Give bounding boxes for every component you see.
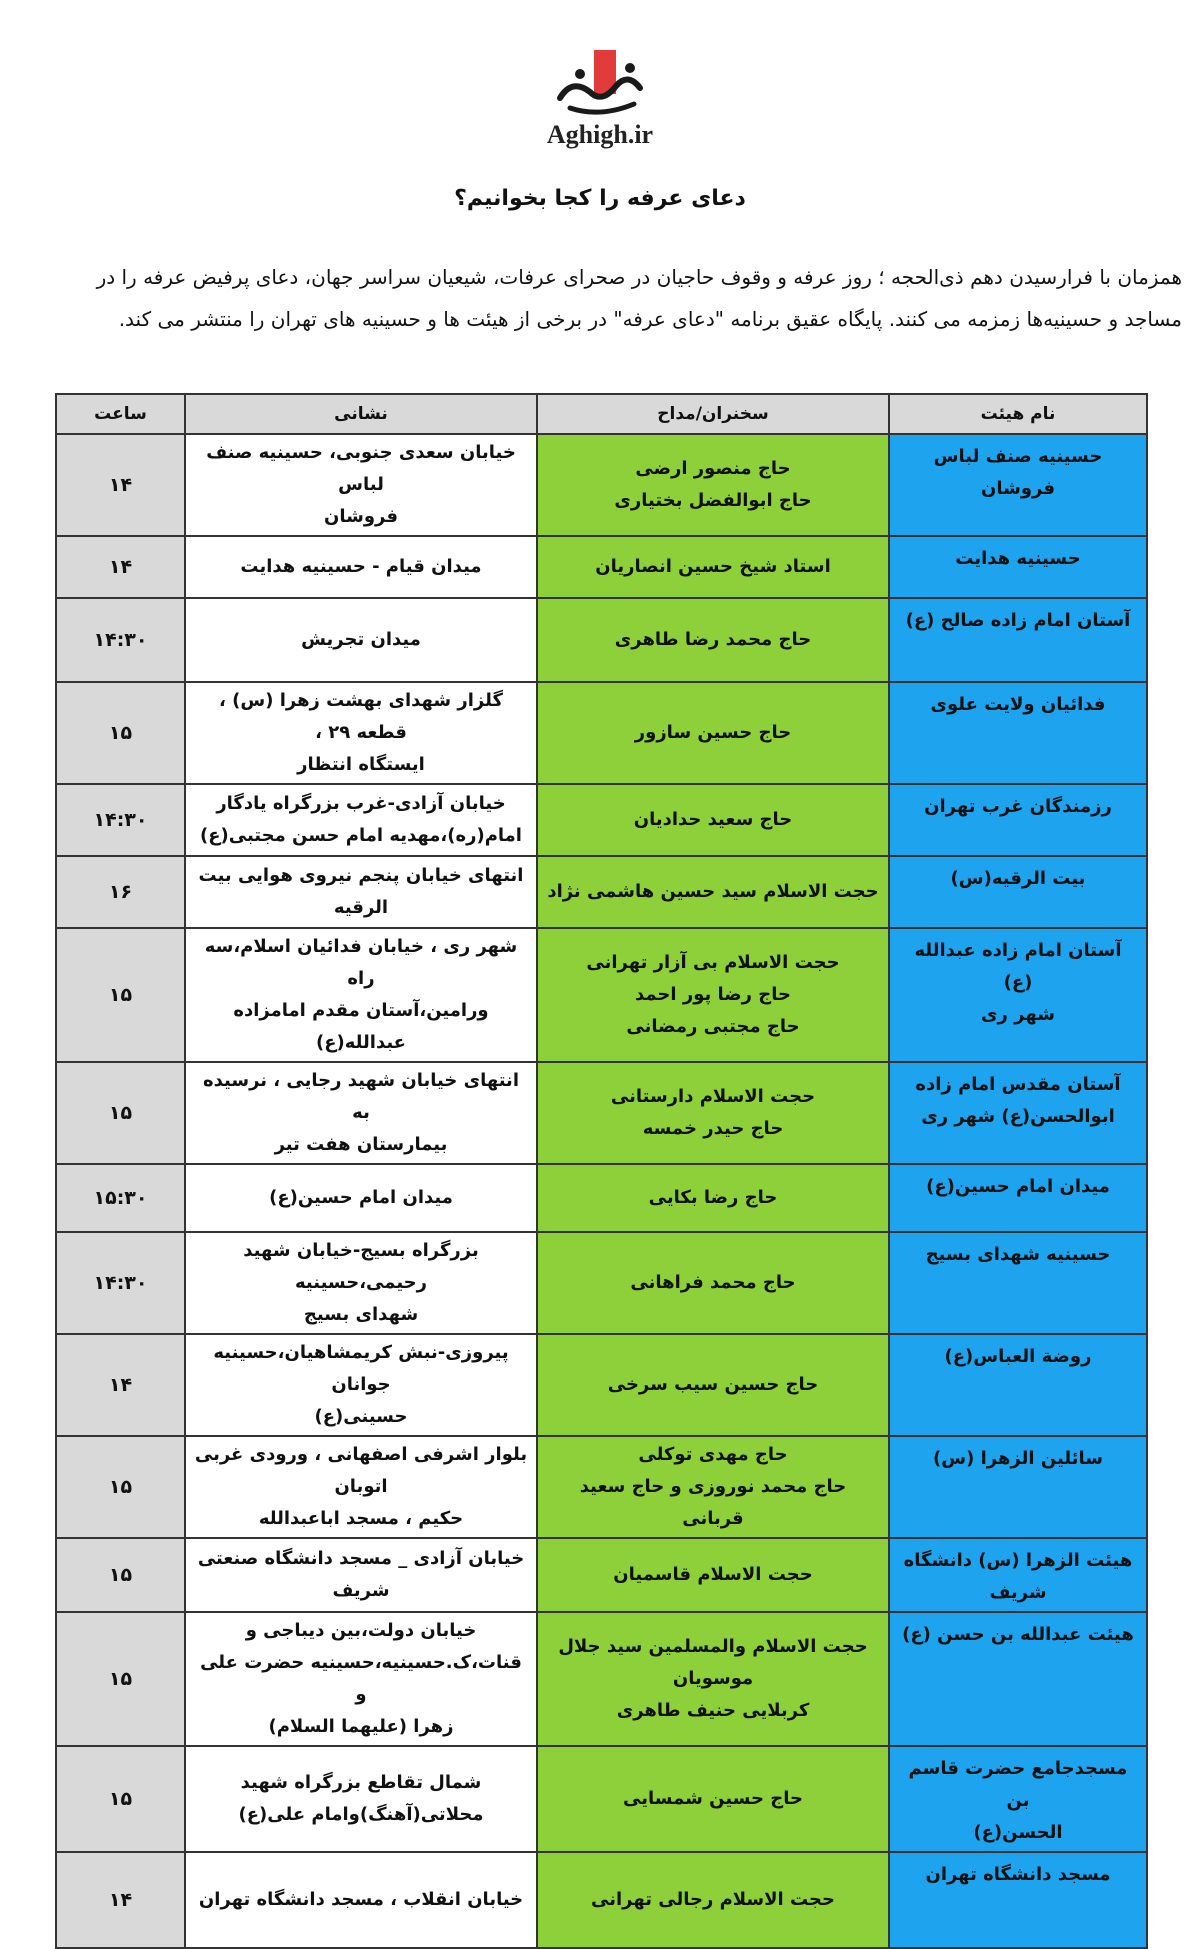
table-row — [56, 784, 1147, 856]
speaker-cell — [537, 1612, 889, 1746]
time-cell: ۱۵ — [56, 1746, 185, 1852]
table-row — [56, 536, 1147, 598]
name-cell — [889, 1164, 1147, 1232]
address-cell — [185, 434, 537, 536]
time-cell: ۱۶ — [56, 856, 185, 928]
address-cell — [185, 1334, 537, 1436]
address-cell-line: امام(ره)،مهدیه امام حسن مجتبی(ع) — [200, 825, 522, 846]
table-row — [56, 1746, 1147, 1852]
address-cell-line: خیابان آزادی _ مسجد دانشگاه صنعتی — [197, 1548, 525, 1569]
time-cell: ۱۵ — [56, 1062, 185, 1164]
address-cell-line: انتهای خیابان شهید رجایی ، نرسیده به — [203, 1070, 519, 1123]
name-cell-line: آستان امام زاده صالح (ع) — [905, 610, 1131, 631]
speaker-cell-line: حاج رضا پور احمد — [634, 984, 792, 1005]
time-cell: ۱۵ — [56, 928, 185, 1062]
speaker-cell-line: حاج حسین شمسایی — [623, 1788, 803, 1809]
table-row — [56, 928, 1147, 1062]
address-cell-line: خیابان آزادی-غرب بزرگراه یادگار — [216, 793, 506, 814]
address-cell — [185, 682, 537, 784]
speaker-cell — [537, 682, 889, 784]
address-cell-line: بلوار اشرفی اصفهانی ، ورودی غربی اتوبان — [194, 1444, 528, 1497]
name-cell — [889, 928, 1147, 1062]
name-cell-line: ابوالحسن(ع) شهر ری — [921, 1106, 1115, 1127]
address-cell-line: حکیم ، مسجد اباعبدالله — [258, 1508, 464, 1529]
time-cell: ۱۵:۳۰ — [56, 1164, 185, 1232]
name-cell — [889, 856, 1147, 928]
header-address: نشانی — [185, 394, 537, 434]
name-cell-line: الحسن(ع) — [973, 1822, 1063, 1843]
address-cell — [185, 784, 537, 856]
name-cell-line: شریف — [989, 1582, 1047, 1603]
address-cell-line: ایستگاه انتظار — [297, 754, 425, 775]
address-cell-line: خیابان سعدی جنوبی، حسینیه صنف لباس — [206, 442, 516, 495]
table-row — [56, 1062, 1147, 1164]
table-row — [56, 1436, 1147, 1538]
speaker-cell — [537, 536, 889, 598]
speaker-cell-line: حجت الاسلام قاسمیان — [613, 1564, 813, 1585]
speaker-cell-line: حاج سعید حدادیان — [633, 809, 793, 830]
speaker-cell — [537, 1538, 889, 1612]
name-cell — [889, 598, 1147, 682]
speaker-cell — [537, 784, 889, 856]
site-logo[interactable] — [530, 48, 670, 158]
aghigh-logo-icon — [550, 48, 650, 120]
address-cell — [185, 928, 537, 1062]
table-body — [56, 434, 1147, 1948]
table-row — [56, 1164, 1147, 1232]
address-cell-line: خیابان انقلاب ، مسجد دانشگاه تهران — [198, 1889, 524, 1910]
address-cell — [185, 1538, 537, 1612]
address-cell-line: حسینی(ع) — [314, 1406, 408, 1427]
address-cell-line: میدان قیام - حسینیه هدایت — [240, 556, 482, 577]
time-cell: ۱۴ — [56, 536, 185, 598]
address-cell-line: میدان امام حسین(ع) — [269, 1187, 453, 1208]
name-cell-line: میدان امام حسین(ع) — [926, 1176, 1110, 1197]
speaker-cell — [537, 1746, 889, 1852]
speaker-cell — [537, 434, 889, 536]
speaker-cell-line: حجت الاسلام بی آزار تهرانی — [586, 952, 840, 973]
dua-arafa-schedule-table — [55, 393, 1148, 1949]
name-cell-line: شهر ری — [981, 1004, 1055, 1025]
speaker-cell-line: حاج محمد فراهانی — [630, 1272, 796, 1293]
name-cell — [889, 1538, 1147, 1612]
table-row — [56, 1232, 1147, 1334]
address-cell-line: فروشان — [324, 506, 398, 527]
speaker-cell-line: حاج منصور ارضی — [635, 458, 791, 479]
speaker-cell-line: حاج حسین سازور — [634, 722, 792, 743]
table-row — [56, 1538, 1147, 1612]
name-cell — [889, 1232, 1147, 1334]
address-cell-line: خیابان دولت،بین دیباجی و — [245, 1620, 477, 1641]
address-cell-line: شهدای بسیج — [303, 1304, 419, 1325]
address-cell — [185, 536, 537, 598]
table-header-row — [56, 394, 1147, 434]
intro-line: همزمان با فرارسیدن دهم ذی‌الحجه ؛ روز عرفه و وقوف حاجیان در صحرای عرفات، شیعیان سراسر جهان، دعای پرفیض عرفه را در — [96, 265, 1182, 289]
table-row — [56, 856, 1147, 928]
name-cell-line: آستان مقدس امام زاده — [915, 1074, 1121, 1095]
address-cell-line: قنات،ک.حسینیه،حسینیه حضرت علی و — [200, 1652, 522, 1705]
intro-paragraph — [18, 256, 1182, 340]
speaker-cell-line: حاج محمد رضا طاهری — [614, 629, 812, 650]
address-cell-line: بیمارستان هفت تیر — [274, 1134, 448, 1155]
name-cell — [889, 434, 1147, 536]
speaker-cell-line: حاج حیدر خمسه — [642, 1118, 784, 1139]
time-cell: ۱۴ — [56, 1334, 185, 1436]
address-cell-line: انتهای خیابان پنجم نیروی هوایی بیت — [198, 865, 524, 886]
speaker-cell-line: حجت الاسلام رجالی تهرانی — [591, 1889, 835, 1910]
time-cell: ۱۴:۳۰ — [56, 598, 185, 682]
speaker-cell-line: حاج ابوالفضل بختیاری — [614, 490, 812, 511]
name-cell-line: آستان امام زاده عبدالله (ع) — [914, 940, 1122, 993]
name-cell-line: رزمندگان غرب تهران — [924, 796, 1112, 817]
speaker-cell-line: حجت الاسلام والمسلمین سید جلال — [558, 1636, 868, 1657]
address-cell — [185, 1232, 537, 1334]
address-cell-line: ورامین،آستان مقدم امامزاده عبدالله(ع) — [233, 1000, 489, 1053]
name-cell-line: حسینیه هدایت — [955, 548, 1081, 569]
name-cell — [889, 784, 1147, 856]
name-cell-line: مسجدجامع حضرت قاسم بن — [908, 1758, 1128, 1811]
address-cell-line: پیروزی-نبش کریمشاهیان،حسینیه جوانان — [213, 1342, 509, 1395]
time-cell: ۱۴ — [56, 434, 185, 536]
header-speaker: سخنران/مداح — [537, 394, 889, 434]
address-cell — [185, 1164, 537, 1232]
speaker-cell — [537, 856, 889, 928]
address-cell-line: الرقیه — [333, 897, 389, 918]
name-cell-line: سائلین الزهرا (س) — [933, 1448, 1103, 1469]
speaker-cell-line: حاج مهدی توکلی — [638, 1444, 788, 1465]
speaker-cell-line: حجت الاسلام سید حسین هاشمی نژاد — [547, 881, 879, 902]
header-name: نام هیئت — [889, 394, 1147, 434]
speaker-cell-line: حجت الاسلام دارستانی — [610, 1086, 816, 1107]
name-cell — [889, 1436, 1147, 1538]
intro-line: مساجد و حسینیه‌ها زمزمه می کنند. پایگاه عقیق برنامه "دعای عرفه" در برخی از هیئت ها و حسینیه های تهران را منتشر می کند. — [118, 307, 1182, 331]
address-cell — [185, 1436, 537, 1538]
address-cell — [185, 1746, 537, 1852]
speaker-cell-line: حاج محمد نوروزی و حاج سعید قربانی — [579, 1476, 847, 1529]
page-title: دعای عرفه را کجا بخوانیم؟ — [454, 186, 746, 211]
speaker-cell — [537, 928, 889, 1062]
name-cell-line: روضة العباس(ع) — [944, 1346, 1092, 1367]
speaker-cell — [537, 598, 889, 682]
name-cell-line: بیت الرقیه(س) — [950, 868, 1086, 889]
speaker-cell-line: حاج رضا بکایی — [648, 1187, 778, 1208]
table-row — [56, 1852, 1147, 1948]
speaker-cell — [537, 1062, 889, 1164]
address-cell — [185, 1062, 537, 1164]
header-time: ساعت — [56, 394, 185, 434]
address-cell-line: بزرگراه بسیج-خیابان شهید رحیمی،حسینیه — [243, 1240, 479, 1293]
address-cell-line: شمال تقاطع بزرگراه شهید — [240, 1772, 482, 1793]
address-cell-line: میدان تجریش — [301, 629, 421, 650]
time-cell: ۱۴ — [56, 1852, 185, 1948]
time-cell: ۱۵ — [56, 1612, 185, 1746]
address-cell-line: محلاتی(آهنگ)وامام علی(ع) — [238, 1804, 484, 1825]
table-row — [56, 598, 1147, 682]
speaker-cell-line: موسویان — [672, 1668, 754, 1689]
time-cell: ۱۵ — [56, 1538, 185, 1612]
speaker-cell — [537, 1852, 889, 1948]
address-cell-line: زهرا (علیهما السلام) — [268, 1716, 454, 1737]
name-cell-line: فدائیان ولایت علوی — [930, 694, 1106, 715]
site-name: Aghigh.ir — [546, 120, 654, 149]
speaker-cell — [537, 1164, 889, 1232]
table-row — [56, 682, 1147, 784]
table-row — [56, 1334, 1147, 1436]
name-cell — [889, 1334, 1147, 1436]
speaker-cell-line: کربلایی حنیف طاهری — [616, 1700, 810, 1721]
time-cell: ۱۴:۳۰ — [56, 1232, 185, 1334]
name-cell — [889, 1852, 1147, 1948]
speaker-cell — [537, 1334, 889, 1436]
speaker-cell-line: حاج حسین سیب سرخی — [607, 1374, 819, 1395]
time-cell: ۱۴:۳۰ — [56, 784, 185, 856]
name-cell — [889, 682, 1147, 784]
name-cell-line: حسینیه شهدای بسیج — [925, 1244, 1111, 1265]
address-cell — [185, 1852, 537, 1948]
table-row — [56, 434, 1147, 536]
speaker-cell-line: استاد شیخ حسین انصاریان — [595, 556, 831, 577]
time-cell: ۱۵ — [56, 1436, 185, 1538]
name-cell-line: مسجد دانشگاه تهران — [925, 1864, 1111, 1885]
name-cell-line: حسینیه صنف لباس فروشان — [933, 446, 1103, 499]
speaker-cell-line: حاج مجتبی رمضانی — [626, 1016, 800, 1037]
table-row — [56, 1612, 1147, 1746]
address-cell-line: شهر ری ، خیابان فدائیان اسلام،سه راه — [204, 936, 518, 989]
name-cell — [889, 536, 1147, 598]
name-cell — [889, 1612, 1147, 1746]
name-cell — [889, 1062, 1147, 1164]
address-cell — [185, 1612, 537, 1746]
address-cell — [185, 598, 537, 682]
address-cell — [185, 856, 537, 928]
name-cell-line: هیئت الزهرا (س) دانشگاه — [903, 1550, 1133, 1571]
speaker-cell — [537, 1232, 889, 1334]
address-cell-line: گلزار شهدای بهشت زهرا (س) ، قطعه ۲۹ ، — [219, 690, 503, 743]
name-cell — [889, 1746, 1147, 1852]
time-cell: ۱۵ — [56, 682, 185, 784]
speaker-cell — [537, 1436, 889, 1538]
name-cell-line: هیئت عبدالله بن حسن (ع) — [902, 1624, 1134, 1645]
address-cell-line: شریف — [332, 1580, 390, 1601]
